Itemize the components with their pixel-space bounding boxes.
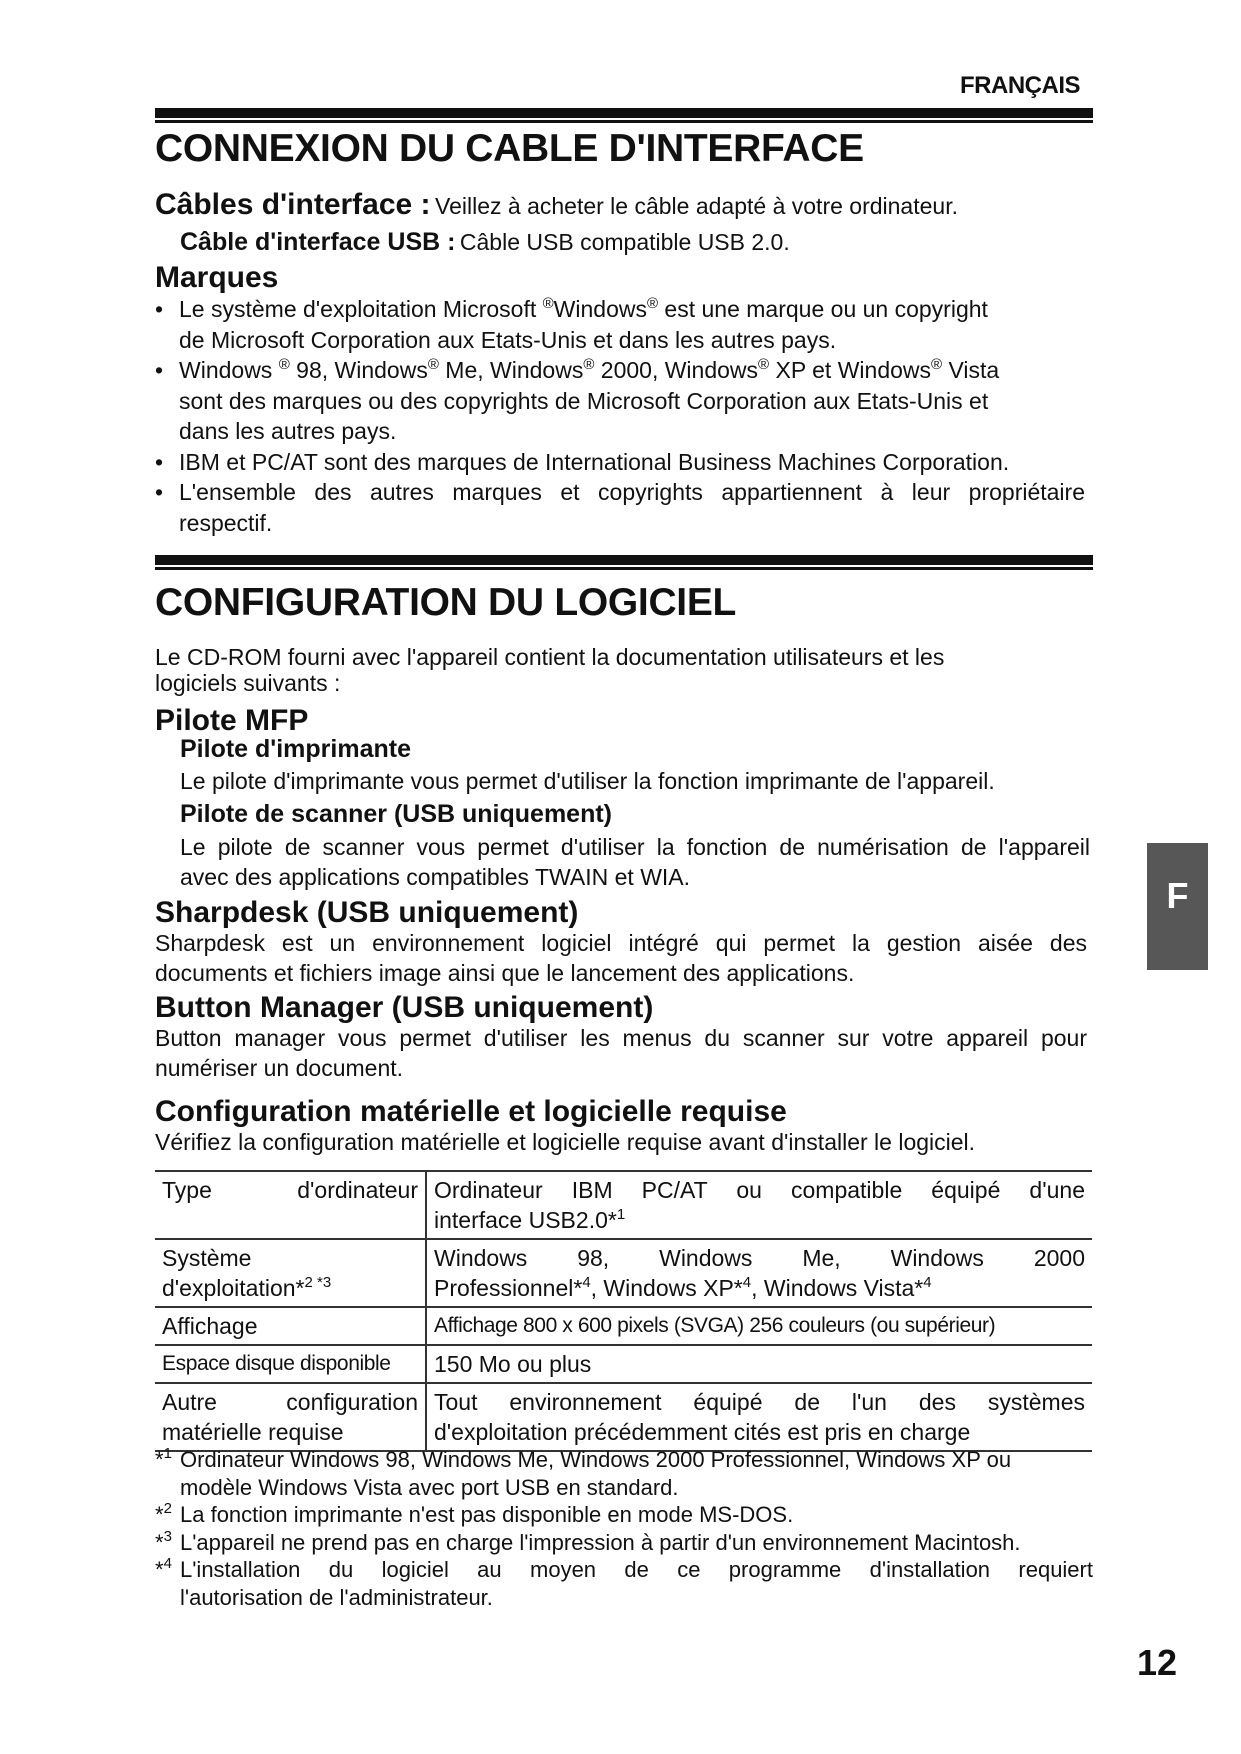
footnote: *$^2$ La fonction imprimante n'est pas disponible en mode MS-DOS. (155, 1500, 794, 1527)
page-number: 12 (1136, 1642, 1177, 1683)
trademarks-list (155, 294, 1085, 538)
list-item: • Windows ® 98, Windows® Me, Windows® 2000, Windows® XP et Windows® Vista sont des marques ou des copyrights de Microsoft Corporation aux Etats-Unis et dans les autres pays. (155, 356, 1000, 444)
footnote: *$^3$ L'appareil ne prend pas en charge l'impression à partir d'un environnement Macintosh. (155, 1527, 1021, 1555)
section-rule (155, 555, 1093, 565)
scanner-driver-heading: Pilote de scanner (USB uniquement) (180, 800, 613, 828)
button-manager-heading: Button Manager (USB uniquement) (155, 991, 654, 1024)
printer-driver-heading: Pilote d'imprimante (180, 735, 411, 763)
sharpdesk-text: Sharpdesk est un environnement logiciel intégré qui permet la gestion aisée des documents et fichiers image ainsi que le lancement des applications. (155, 930, 1087, 986)
usb-cable-text: Câble USB compatible USB 2.0. (459, 229, 790, 255)
section-title-interface-cable: CONNEXION DU CABLE D'INTERFACE (155, 127, 864, 170)
footnote: *$^1$ Ordinateur Windows 98, Windows Me, Windows 2000 Professionnel, Windows XP ou modèle Windows Vista avec port USB en standard. (155, 1445, 1012, 1500)
row-value: Affichage 800 x 600 pixels (SVGA) 256 couleurs (ou supérieur) (426, 1307, 1092, 1345)
table-row (155, 1345, 1092, 1383)
usb-cable-heading: Câble d'interface USB : (180, 228, 456, 256)
printer-driver-text: Le pilote d'imprimante vous permet d'utiliser la fonction imprimante de l'appareil. (180, 768, 995, 794)
row-value: Ordinateur IBM PC/AT ou compatible équipé d'une interface USB2.0*$^1$ (426, 1171, 1092, 1239)
system-requirements-heading: Configuration matérielle et logicielle requise (155, 1095, 787, 1128)
list-item: • Le système d'exploitation Microsoft ®Windows® est une marque ou un copyright de Microsoft Corporation aux Etats-Unis et dans les autres pays. (155, 295, 988, 353)
row-label: Autre configuration matérielle requise (155, 1383, 426, 1451)
section-rule (155, 108, 1093, 118)
interface-cables-heading: Câbles d'interface : (155, 188, 431, 221)
row-label: Affichage (155, 1307, 426, 1345)
row-label: Type d'ordinateur (155, 1171, 426, 1239)
usb-cable-line (180, 227, 790, 257)
row-value: Windows 98, Windows Me, Windows 2000 Professionnel*$^4$, Windows XP*$^4$, Windows Vista*$^4$ (426, 1239, 1092, 1307)
software-intro: Le CD-ROM fourni avec l'appareil contient la documentation utilisateurs et les logiciels suivants : (155, 644, 945, 696)
row-value: Tout environnement équipé de l'un des systèmes d'exploitation précédemment cités est pris en charge (426, 1383, 1092, 1451)
footnote: *$^4$ L'installation du logiciel au moyen de ce programme d'installation requiert l'autorisation de l'administrateur. (155, 1555, 1093, 1610)
scanner-driver-text: Le pilote de scanner vous permet d'utiliser la fonction de numérisation de l'appareil avec des applications compatibles TWAIN et WIA. (180, 834, 1090, 890)
row-label: Système d'exploitation*$^{2 *3}$ (155, 1239, 426, 1307)
trademarks-heading: Marques (155, 261, 279, 294)
language-side-tab: F (1147, 843, 1208, 970)
table-row (155, 1307, 1092, 1345)
table-row (155, 1239, 1092, 1307)
table-row (155, 1383, 1092, 1451)
row-label: Espace disque disponible (155, 1345, 426, 1383)
section-title-software-setup: CONFIGURATION DU LOGICIEL (155, 581, 737, 624)
mfp-driver-heading: Pilote MFP (155, 704, 309, 737)
table-row (155, 1171, 1092, 1239)
row-value: 150 Mo ou plus (426, 1345, 1092, 1383)
list-item: • L'ensemble des autres marques et copyrights appartiennent à leur propriétaire respectif. (155, 479, 1085, 536)
language-label: FRANÇAIS (960, 72, 1080, 99)
sharpdesk-heading: Sharpdesk (USB uniquement) (155, 896, 579, 929)
list-item: • IBM et PC/AT sont des marques de International Business Machines Corporation. (155, 448, 1010, 475)
button-manager-text: Button manager vous permet d'utiliser les menus du scanner sur votre appareil pour numériser un document. (155, 1025, 1087, 1081)
interface-cables-text: Veillez à acheter le câble adapté à votre ordinateur. (435, 193, 958, 219)
system-requirements-text: Vérifiez la configuration matérielle et logicielle requise avant d'installer le logiciel. (155, 1129, 976, 1155)
interface-cables-line (155, 190, 1105, 221)
requirements-table (155, 1170, 1092, 1452)
footnotes (155, 1446, 1093, 1611)
